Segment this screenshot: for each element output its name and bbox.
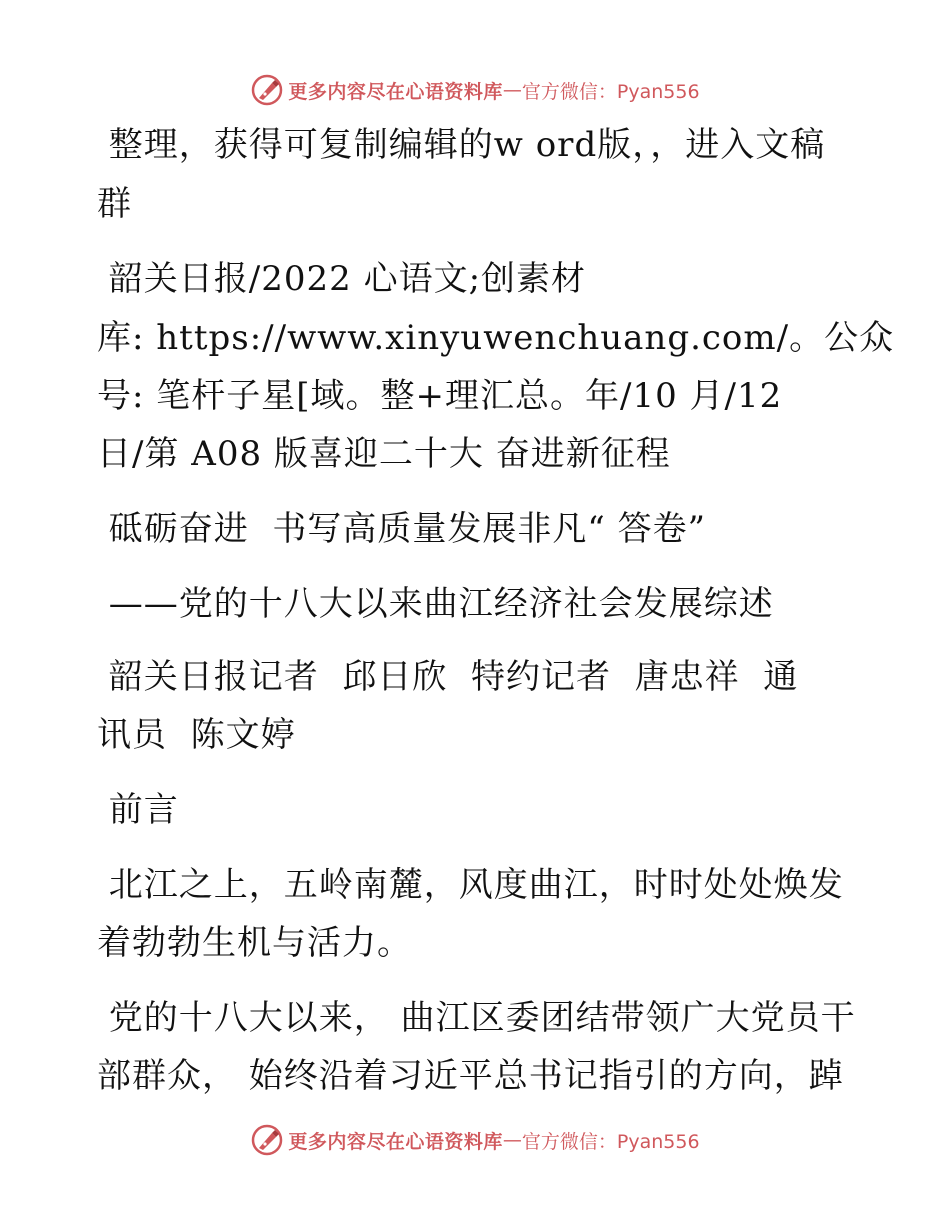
text-line: 韶关日报/2022 心语文;创素材	[97, 259, 587, 299]
text-line: 库: https://www.xinyuwenchuang.com/。公众	[97, 318, 895, 358]
text-line: 群	[97, 184, 132, 224]
text-line: 讯员 陈文婷	[97, 715, 296, 755]
text-line: 砥砺奋进 书写高质量发展非凡“ 答卷”	[97, 509, 706, 549]
watermark-contact-text: 官方微信：Pyan556	[521, 1130, 700, 1153]
text-line: 日/第 A08 版喜迎二十大 奋进新征程	[97, 434, 671, 474]
watermark-separator: —	[502, 1129, 522, 1151]
watermark-banner-bottom	[0, 1120, 950, 1160]
text-line: 着勃勃生机与活力。	[97, 923, 412, 963]
watermark-main-text: 更多内容尽在心语资料库	[288, 1130, 503, 1153]
text-line: 北江之上，五岭南麓，风度曲江，时时处处焕发	[97, 865, 844, 905]
watermark-banner-top	[0, 70, 950, 110]
watermark-main-text: 更多内容尽在心语资料库	[288, 80, 503, 103]
text-line: 前言	[97, 790, 179, 830]
watermark-separator: —	[502, 79, 522, 101]
text-line: 部群众， 始终沿着习近平总书记指引的方向，踔	[97, 1056, 844, 1096]
text-line: ——党的十八大以来曲江经济社会发展综述	[97, 584, 774, 624]
text-line: 号: 笔杆子星[域。整+理汇总。年/10 月/12	[97, 376, 783, 416]
pen-nib-logo-icon	[250, 73, 284, 107]
text-line: 党的十八大以来， 曲江区委团结带领广大党员干	[97, 998, 856, 1038]
text-line: 韶关日报记者 邱日欣 特约记者 唐忠祥 通	[97, 657, 799, 697]
watermark-contact-text: 官方微信：Pyan556	[521, 80, 700, 103]
pen-nib-logo-icon	[250, 1123, 284, 1157]
text-line: 整理，获得可复制编辑的w ord版，，进入文稿	[97, 125, 826, 165]
